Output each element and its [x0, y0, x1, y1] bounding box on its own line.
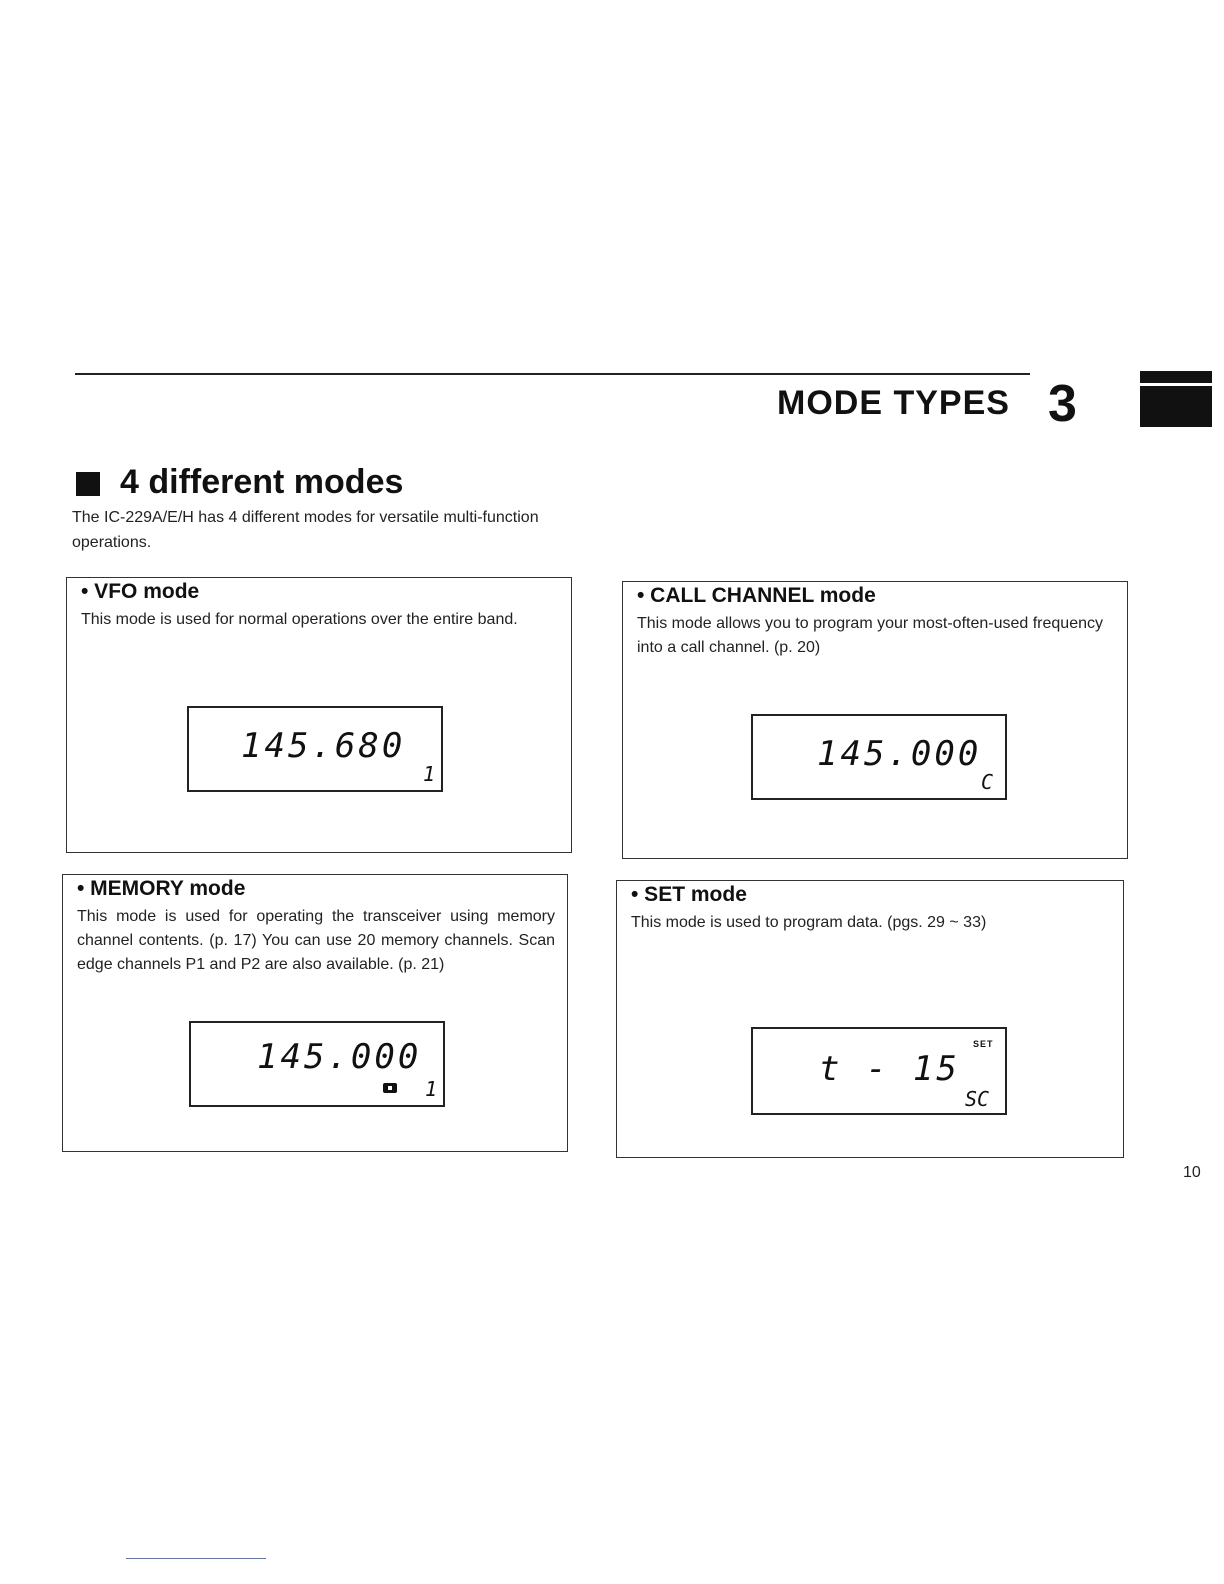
chapter-title: MODE TYPES — [777, 384, 1010, 422]
call-channel-lcd-channel: C — [981, 770, 994, 794]
memory-mode-box — [62, 874, 568, 1152]
header-rule — [75, 373, 1030, 375]
call-channel-mode-description: This mode allows you to program your most-often-used frequency into a call channel. (p. 20) — [637, 615, 1103, 656]
set-mode-description: This mode is used to program data. (pgs. 29 ~ 33) — [631, 914, 987, 931]
section-heading — [76, 463, 403, 502]
memory-mode-description: This mode is used for operating the transceiver using memory channel contents. (p. 17) You can use 20 memory channels. Scan edge channels P1 and P2 are also available. (p. 21) — [77, 908, 555, 973]
memory-mode-title: • MEMORY mode — [77, 877, 246, 900]
square-bullet-icon — [76, 472, 100, 496]
section-title: 4 different modes — [120, 463, 404, 501]
set-lcd-item: t - 15 — [819, 1049, 960, 1089]
section-intro: The IC-229A/E/H has 4 different modes for versatile multi-function operations. — [72, 509, 539, 551]
vfo-mode-description: This mode is used for normal operations over the entire band. — [81, 611, 518, 628]
vfo-mode-box — [66, 577, 572, 853]
vfo-lcd-frequency: 145.680 — [241, 726, 406, 766]
memory-icon — [383, 1083, 397, 1093]
set-mode-box — [616, 880, 1124, 1158]
call-channel-lcd-display — [751, 714, 1007, 800]
call-channel-mode-title: • CALL CHANNEL mode — [637, 584, 876, 607]
page-number: 10 — [1183, 1164, 1201, 1181]
memory-lcd-channel: 1 — [425, 1077, 438, 1101]
set-lcd-display — [751, 1027, 1007, 1115]
vfo-lcd-display — [187, 706, 443, 792]
memory-lcd-display — [189, 1021, 445, 1107]
call-channel-mode-box — [622, 581, 1128, 859]
set-indicator: SET — [973, 1039, 994, 1049]
chapter-number: 3 — [1048, 375, 1077, 433]
set-mode-title: • SET mode — [631, 883, 747, 906]
call-channel-lcd-frequency: 145.000 — [817, 734, 982, 774]
footer-rule — [126, 1558, 266, 1559]
set-lcd-code: SC — [965, 1087, 990, 1111]
chapter-thumb-tab — [1140, 371, 1212, 427]
vfo-lcd-channel: 1 — [423, 762, 436, 786]
vfo-mode-title: • VFO mode — [81, 580, 200, 603]
memory-lcd-frequency: 145.000 — [257, 1037, 422, 1077]
